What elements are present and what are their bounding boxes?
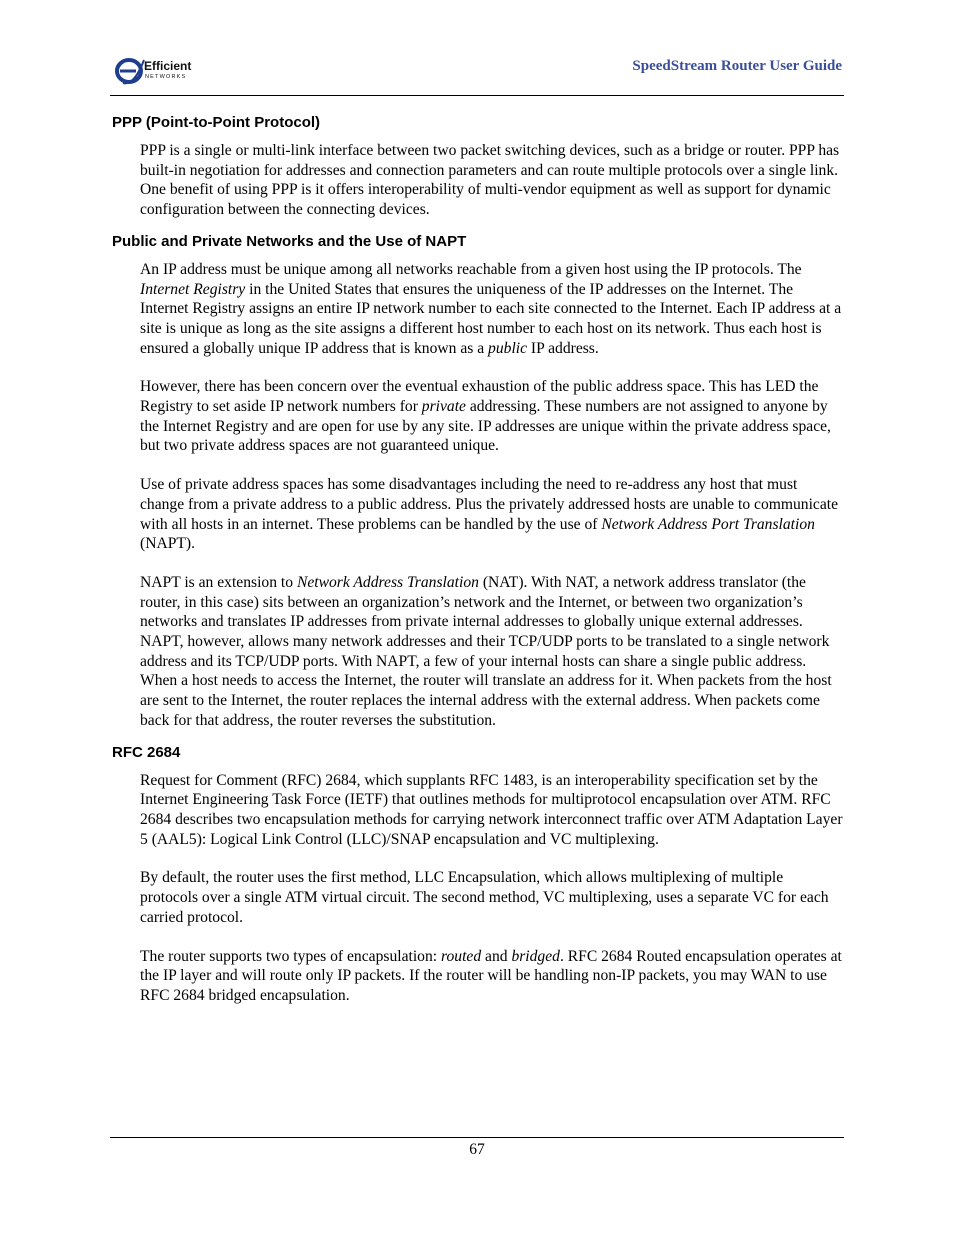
section-heading: Public and Private Networks and the Use of NAPT xyxy=(112,232,467,250)
text-run: The router supports two types of encapsulation: xyxy=(140,947,441,965)
text-run: in the United States that ensures the uniqueness of the IP addresses on the Internet. The Internet Registry assigns an entire IP network number to each site connected to the Internet. Each IP address at a site is unique as long as the site assigns a different host number to each host on its network. Thus each host is ensured a globally unique IP address that is known as a xyxy=(140,280,842,357)
text-run: PPP is a single or multi-link interface between two packet switching devices, such as a bridge or router. PPP has built-in negotiation for addresses and connection parameters and can route multiple protocols over a single link. One benefit of using PPP is it offers interoperability of multi-vendor equipment as well as support for dynamic configuration between the connecting devices. xyxy=(140,142,840,219)
text-run: addressing. These numbers are not assigned to anyone by the Internet Registry and are open for use by any site. IP addresses are unique within the private address space, but two private address spaces are not guaranteed unique. xyxy=(140,398,831,455)
text-run: (NAPT). xyxy=(140,535,196,553)
text-run: By default, the router uses the first method, LLC Encapsulation, which allows multiplexing of multiple protocols over a single ATM virtual circuit. The second method, VC multiplexing, uses a separate VC for each carried protocol. xyxy=(140,869,829,926)
text-run: Request for Comment (RFC) 2684, which supplants RFC 1483, is an interoperability specification set by the Internet Engineering Task Force (IETF) that outlines methods for multiprotocol encapsulation over ATM. RFC 2684 describes two encapsulation methods for carrying network interconnect traffic over ATM Adaptation Layer 5 (AAL5): Logical Link Control (LLC)/SNAP encapsulation and VC multiplexing. xyxy=(140,771,843,848)
section xyxy=(110,744,850,1006)
page-header xyxy=(110,46,844,96)
text-run: public xyxy=(488,339,528,357)
body-paragraph xyxy=(140,947,845,1006)
body-paragraph xyxy=(140,141,845,220)
text-run: private xyxy=(421,398,466,416)
body-paragraph xyxy=(140,771,845,850)
body-paragraph xyxy=(140,573,845,731)
text-run: Network Address Translation xyxy=(296,573,479,591)
text-run: An IP address must be unique among all networks reachable from a given host using the IP protocols. The xyxy=(140,260,802,278)
text-run: . RFC 2684 Routed encapsulation operates at the IP layer and will route only IP packets. If the router will be handling non-IP packets, you may WAN to use RFC 2684 bridged encapsulation. xyxy=(140,947,842,1004)
section-heading: PPP (Point-to-Point Protocol) xyxy=(112,114,321,131)
text-run: and xyxy=(481,947,512,965)
section xyxy=(110,114,850,220)
text-run: NAPT is an extension to xyxy=(140,573,297,591)
text-run: bridged xyxy=(511,947,560,965)
text-run: IP address. xyxy=(527,339,599,357)
document-title: SpeedStream Router User Guide xyxy=(632,58,842,74)
text-run: routed xyxy=(440,947,482,965)
page-number: 67 xyxy=(469,1141,485,1158)
body-paragraph xyxy=(140,377,845,456)
body-paragraph xyxy=(140,868,845,927)
svg-text:Efficient: Efficient xyxy=(144,59,192,73)
section-heading: RFC 2684 xyxy=(112,743,181,761)
text-run: However, there has been concern over the eventual exhaustion of the public address space. This has LED the Registry to set aside IP network numbers for xyxy=(140,378,819,416)
page-content xyxy=(110,114,850,1006)
efficient-networks-logo xyxy=(114,50,214,90)
text-run: Use of private address spaces has some disadvantages including the need to re-address any host that must change from a private address to a public address. Plus the privately addressed hosts are unable to communicate with all hosts in an internet. These problems can be handled by the use of xyxy=(140,476,839,533)
section xyxy=(110,233,850,731)
body-paragraph xyxy=(140,475,845,554)
body-paragraph xyxy=(140,260,845,359)
text-run: Internet Registry xyxy=(140,280,246,298)
text-run: (NAT). With NAT, a network address translator (the router, in this case) sits between an organization’s network and the Internet, or between two organization’s networks and translates IP addresses from private internal addresses to globally unique external addresses. NAPT, however, allows many network addresses and their TCP/UDP ports to be translated to a single network address and its TCP/UDP ports. With NAPT, a few of your internal hosts can share a single public address. When a host needs to access the Internet, the router will translate an address for it. When packets from the host are sent to the Internet, the router replaces the internal address with the external address. When packets come back for that address, the router reverses the substitution. xyxy=(140,573,832,729)
svg-text:NETWORKS: NETWORKS xyxy=(145,74,187,80)
footer-divider xyxy=(110,1137,844,1138)
text-run: Network Address Port Translation xyxy=(601,515,815,533)
